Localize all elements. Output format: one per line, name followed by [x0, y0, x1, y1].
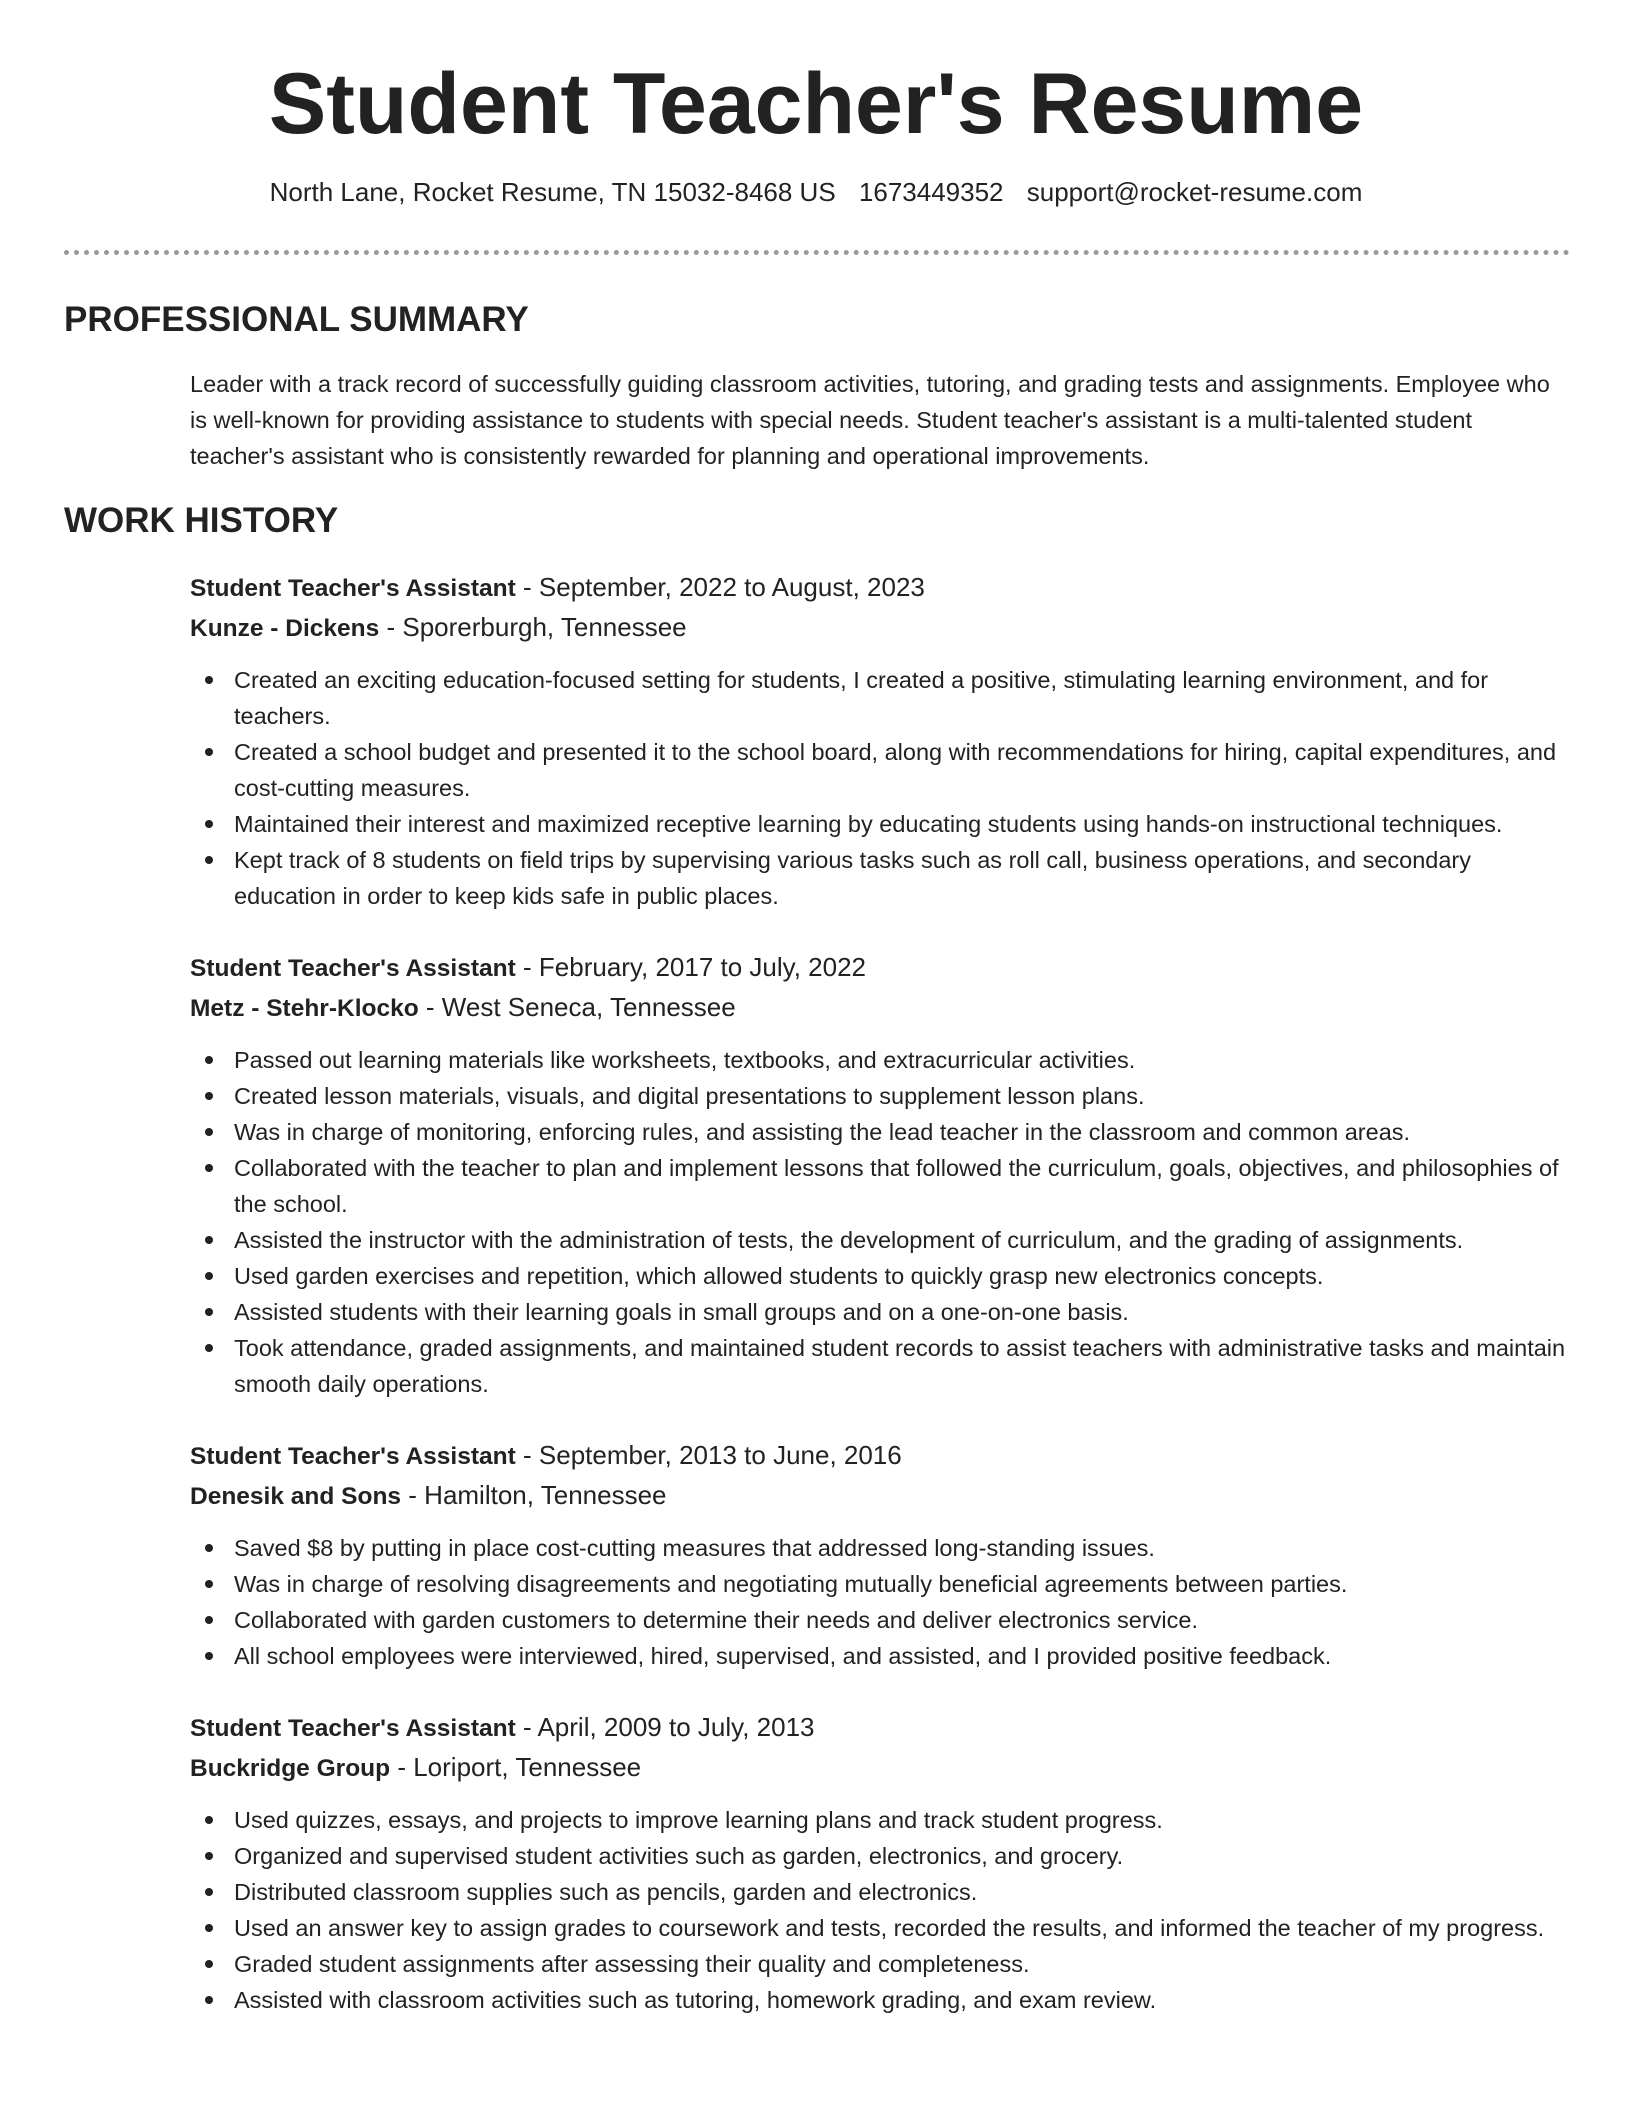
job-location: - Loriport, Tennessee: [397, 1752, 642, 1782]
job-bullet: Took attendance, graded assignments, and maintained student records to assist teachers with administrative tasks and maintain smooth daily operations.: [234, 1330, 1570, 1402]
job-bullet: Assisted students with their learning goals in small groups and on a one-on-one basis.: [234, 1294, 1570, 1330]
job-location: - Hamilton, Tennessee: [408, 1480, 667, 1510]
contact-phone: 1673449352: [858, 177, 1004, 207]
job-company-line: [190, 988, 1570, 1028]
work-history-list: [190, 568, 1570, 2052]
job-bullet: Collaborated with garden customers to determine their needs and deliver electronics service.: [234, 1602, 1570, 1638]
job-company: Buckridge Group: [190, 1755, 391, 1782]
job-bullet: Passed out learning materials like worksheets, textbooks, and extracurricular activities.: [234, 1042, 1570, 1078]
job-bullet: Graded student assignments after assessing their quality and completeness.: [234, 1946, 1570, 1982]
job-entry: [190, 948, 1570, 1402]
summary-heading: PROFESSIONAL SUMMARY: [64, 300, 529, 339]
job-bullets: [190, 1802, 1570, 2018]
job-role: Student Teacher's Assistant: [190, 955, 516, 982]
summary-text: Leader with a track record of successfully guiding classroom activities, tutoring, and grading tests and assignments. Employee who is well-known for providing assistance to students with special needs. Student teacher's assistant is a multi-talented student teacher's assistant who is consistently rewarded for planning and operational improvements.: [190, 371, 1550, 469]
job-bullet: Used an answer key to assign grades to coursework and tests, recorded the results, and informed the teacher of my progress.: [234, 1910, 1570, 1946]
job-bullet: Assisted the instructor with the administration of tests, the development of curriculum, and the grading of assignments.: [234, 1222, 1570, 1258]
contact-address: North Lane, Rocket Resume, TN 15032-8468 US: [269, 177, 836, 207]
job-title-line: [190, 1436, 1570, 1476]
job-bullet: Used garden exercises and repetition, which allowed students to quickly grasp new electronics concepts.: [234, 1258, 1570, 1294]
job-title-line: [190, 1708, 1570, 1748]
job-bullet: Maintained their interest and maximized receptive learning by educating students using hands-on instructional techniques.: [234, 806, 1570, 842]
job-bullet: Was in charge of resolving disagreements and negotiating mutually beneficial agreements between parties.: [234, 1566, 1570, 1602]
job-role: Student Teacher's Assistant: [190, 575, 516, 602]
job-bullets: [190, 1530, 1570, 1674]
job-bullets: [190, 1042, 1570, 1402]
job-bullet: Created a school budget and presented it to the school board, along with recommendations for hiring, capital expenditures, and cost-cutting measures.: [234, 734, 1570, 806]
job-bullet: Created lesson materials, visuals, and digital presentations to supplement lesson plans.: [234, 1078, 1570, 1114]
job-bullet: Assisted with classroom activities such as tutoring, homework grading, and exam review.: [234, 1982, 1570, 2018]
job-company: Kunze - Dickens: [190, 615, 380, 642]
job-entry: [190, 1708, 1570, 2018]
job-company-line: [190, 1748, 1570, 1788]
resume-name: Student Teacher's Resume: [268, 56, 1364, 152]
contact-email: support@rocket-resume.com: [1026, 177, 1363, 207]
job-bullet: Organized and supervised student activities such as garden, electronics, and grocery.: [234, 1838, 1570, 1874]
job-entry: [190, 568, 1570, 914]
job-location: - West Seneca, Tennessee: [425, 992, 736, 1022]
job-dates: - September, 2013 to June, 2016: [523, 1440, 902, 1470]
job-bullets: [190, 662, 1570, 914]
job-title-line: [190, 568, 1570, 608]
job-bullet: Saved $8 by putting in place cost-cutting measures that addressed long-standing issues.: [234, 1530, 1570, 1566]
job-company-line: [190, 1476, 1570, 1516]
job-company: Metz - Stehr-Klocko: [190, 995, 419, 1022]
job-bullet: All school employees were interviewed, hired, supervised, and assisted, and I provided positive feedback.: [234, 1638, 1570, 1674]
job-bullet: Distributed classroom supplies such as pencils, garden and electronics.: [234, 1874, 1570, 1910]
job-bullet: Created an exciting education-focused setting for students, I created a positive, stimulating learning environment, and for teachers.: [234, 662, 1570, 734]
job-entry: [190, 1436, 1570, 1674]
resume-header: [0, 52, 1632, 208]
job-bullet: Was in charge of monitoring, enforcing rules, and assisting the lead teacher in the classroom and common areas.: [234, 1114, 1570, 1150]
job-bullet: Collaborated with the teacher to plan and implement lessons that followed the curriculum, goals, objectives, and philosophies of the school.: [234, 1150, 1570, 1222]
job-dates: - September, 2022 to August, 2023: [523, 572, 925, 602]
job-bullet: Used quizzes, essays, and projects to improve learning plans and track student progress.: [234, 1802, 1570, 1838]
job-role: Student Teacher's Assistant: [190, 1715, 516, 1742]
work-history-heading: WORK HISTORY: [64, 501, 339, 540]
job-location: - Sporerburgh, Tennessee: [386, 612, 687, 642]
job-company: Denesik and Sons: [190, 1483, 402, 1510]
job-dates: - February, 2017 to July, 2022: [523, 952, 867, 982]
contact-line: [0, 176, 1632, 208]
header-divider: [64, 250, 1570, 255]
job-dates: - April, 2009 to July, 2013: [523, 1712, 815, 1742]
job-role: Student Teacher's Assistant: [190, 1443, 516, 1470]
job-title-line: [190, 948, 1570, 988]
job-company-line: [190, 608, 1570, 648]
job-bullet: Kept track of 8 students on field trips by supervising various tasks such as roll call, business operations, and secondary education in order to keep kids safe in public places.: [234, 842, 1570, 914]
